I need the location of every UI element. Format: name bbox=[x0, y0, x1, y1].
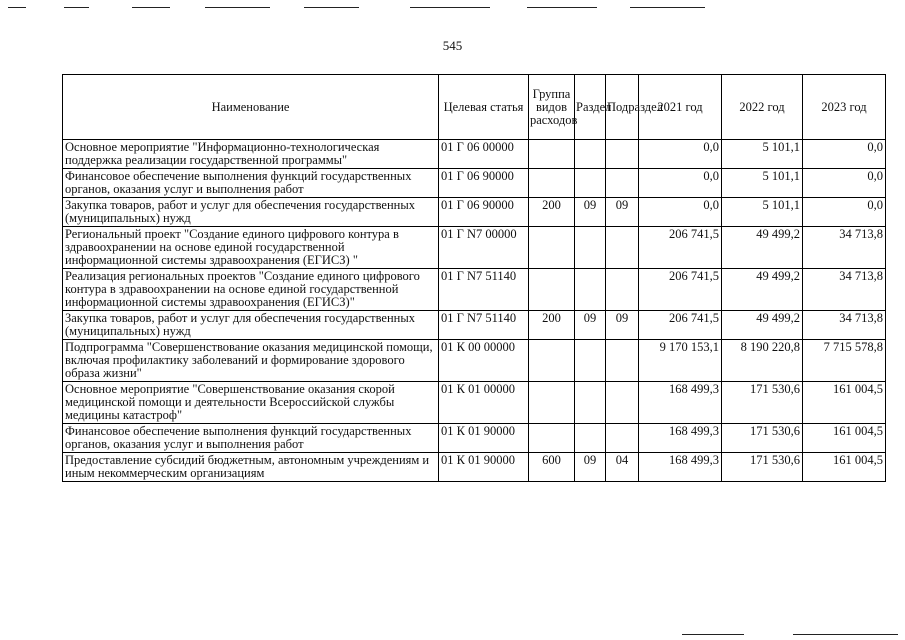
table-row bbox=[63, 227, 886, 269]
row-group bbox=[529, 340, 575, 382]
row-2023: 7 715 578,8 bbox=[803, 340, 886, 382]
row-name: Закупка товаров, работ и услуг для обеспечения государственных (муниципальных) нужд bbox=[63, 311, 439, 340]
header-target: Целевая статья bbox=[439, 75, 529, 140]
top-rule bbox=[304, 7, 359, 8]
table-row bbox=[63, 169, 886, 198]
row-2023: 161 004,5 bbox=[803, 453, 886, 482]
row-subsection bbox=[606, 227, 639, 269]
row-name: Основное мероприятие "Информационно-технологическая поддержка реализации государственной программы" bbox=[63, 140, 439, 169]
header-2023: 2023 год bbox=[803, 75, 886, 140]
row-section: 09 bbox=[575, 198, 606, 227]
table-row bbox=[63, 424, 886, 453]
header-row bbox=[63, 75, 886, 140]
row-group bbox=[529, 140, 575, 169]
row-section: 09 bbox=[575, 311, 606, 340]
top-rule bbox=[132, 7, 170, 8]
row-2021: 0,0 bbox=[639, 169, 722, 198]
row-2022: 49 499,2 bbox=[722, 227, 803, 269]
top-rule bbox=[8, 7, 26, 8]
row-2022: 5 101,1 bbox=[722, 198, 803, 227]
row-2022: 5 101,1 bbox=[722, 140, 803, 169]
top-rule bbox=[630, 7, 705, 8]
row-2021: 206 741,5 bbox=[639, 227, 722, 269]
row-name: Финансовое обеспечение выполнения функций государственных органов, оказания услуг и выполнения работ bbox=[63, 424, 439, 453]
bottom-rule bbox=[793, 634, 898, 635]
row-group: 200 bbox=[529, 311, 575, 340]
table-row bbox=[63, 311, 886, 340]
row-subsection bbox=[606, 269, 639, 311]
row-2022: 5 101,1 bbox=[722, 169, 803, 198]
row-subsection bbox=[606, 169, 639, 198]
row-subsection: 04 bbox=[606, 453, 639, 482]
table-row bbox=[63, 269, 886, 311]
table-row bbox=[63, 382, 886, 424]
row-2022: 49 499,2 bbox=[722, 269, 803, 311]
header-section: Раздел bbox=[575, 75, 606, 140]
row-group bbox=[529, 227, 575, 269]
top-rule bbox=[64, 7, 89, 8]
row-target: 01 К 01 00000 bbox=[439, 382, 529, 424]
table-row bbox=[63, 140, 886, 169]
row-name: Региональный проект "Создание единого цифрового контура в здравоохранении на основе единой государственной информационной системы здравоохранения (ЕГИСЗ) " bbox=[63, 227, 439, 269]
row-section bbox=[575, 340, 606, 382]
row-section bbox=[575, 269, 606, 311]
row-2022: 171 530,6 bbox=[722, 453, 803, 482]
row-2021: 0,0 bbox=[639, 198, 722, 227]
row-2022: 49 499,2 bbox=[722, 311, 803, 340]
row-target: 01 К 01 90000 bbox=[439, 424, 529, 453]
row-2023: 0,0 bbox=[803, 198, 886, 227]
row-section bbox=[575, 424, 606, 453]
row-2023: 34 713,8 bbox=[803, 269, 886, 311]
header-2022: 2022 год bbox=[722, 75, 803, 140]
page-number: 545 bbox=[442, 38, 463, 53]
row-group bbox=[529, 169, 575, 198]
row-subsection bbox=[606, 382, 639, 424]
budget-table bbox=[62, 74, 886, 482]
row-name: Реализация региональных проектов "Создание единого цифрового контура в здравоохранении на основе единой государственной информационной системы здравоохранения (ЕГИСЗ)" bbox=[63, 269, 439, 311]
row-2021: 168 499,3 bbox=[639, 382, 722, 424]
row-subsection bbox=[606, 140, 639, 169]
row-2021: 0,0 bbox=[639, 140, 722, 169]
row-group: 200 bbox=[529, 198, 575, 227]
row-target: 01 Г 06 00000 bbox=[439, 140, 529, 169]
header-2021: 2021 год bbox=[639, 75, 722, 140]
row-2021: 168 499,3 bbox=[639, 453, 722, 482]
row-2021: 168 499,3 bbox=[639, 424, 722, 453]
row-group bbox=[529, 424, 575, 453]
row-2023: 34 713,8 bbox=[803, 227, 886, 269]
row-2023: 161 004,5 bbox=[803, 382, 886, 424]
row-group bbox=[529, 269, 575, 311]
row-section bbox=[575, 227, 606, 269]
row-target: 01 Г 06 90000 bbox=[439, 198, 529, 227]
row-group: 600 bbox=[529, 453, 575, 482]
table-row bbox=[63, 198, 886, 227]
row-2021: 206 741,5 bbox=[639, 269, 722, 311]
row-section bbox=[575, 169, 606, 198]
table-row bbox=[63, 453, 886, 482]
row-subsection bbox=[606, 424, 639, 453]
row-subsection: 09 bbox=[606, 198, 639, 227]
row-name: Закупка товаров, работ и услуг для обеспечения государственных (муниципальных) нужд bbox=[63, 198, 439, 227]
row-2022: 171 530,6 bbox=[722, 424, 803, 453]
row-2022: 8 190 220,8 bbox=[722, 340, 803, 382]
header-subsection: Подраздел bbox=[606, 75, 639, 140]
top-rule bbox=[527, 7, 597, 8]
bottom-rule bbox=[682, 634, 744, 635]
row-target: 01 Г N7 51140 bbox=[439, 269, 529, 311]
row-name: Предоставление субсидий бюджетным, автономным учреждениям и иным некоммерческим организациям bbox=[63, 453, 439, 482]
top-rule bbox=[410, 7, 490, 8]
row-2022: 171 530,6 bbox=[722, 382, 803, 424]
header-group: Группа видов расходов bbox=[529, 75, 575, 140]
row-2023: 0,0 bbox=[803, 140, 886, 169]
row-2023: 34 713,8 bbox=[803, 311, 886, 340]
row-section bbox=[575, 382, 606, 424]
row-group bbox=[529, 382, 575, 424]
table-row bbox=[63, 340, 886, 382]
row-section: 09 bbox=[575, 453, 606, 482]
row-2021: 9 170 153,1 bbox=[639, 340, 722, 382]
row-target: 01 Г 06 90000 bbox=[439, 169, 529, 198]
row-target: 01 К 01 90000 bbox=[439, 453, 529, 482]
row-subsection: 09 bbox=[606, 311, 639, 340]
row-section bbox=[575, 140, 606, 169]
row-target: 01 Г N7 51140 bbox=[439, 311, 529, 340]
row-name: Основное мероприятие "Совершенствование оказания скорой медицинской помощи и деятельности Всероссийской службы медицины катастроф" bbox=[63, 382, 439, 424]
row-name: Финансовое обеспечение выполнения функций государственных органов, оказания услуг и выполнения работ bbox=[63, 169, 439, 198]
header-name: Наименование bbox=[63, 75, 439, 140]
row-2023: 161 004,5 bbox=[803, 424, 886, 453]
row-2021: 206 741,5 bbox=[639, 311, 722, 340]
row-name: Подпрограмма "Совершенствование оказания медицинской помощи, включая профилактику заболеваний и формирование здорового образа жизни" bbox=[63, 340, 439, 382]
row-target: 01 Г N7 00000 bbox=[439, 227, 529, 269]
row-target: 01 К 00 00000 bbox=[439, 340, 529, 382]
row-2023: 0,0 bbox=[803, 169, 886, 198]
row-subsection bbox=[606, 340, 639, 382]
top-rule bbox=[205, 7, 270, 8]
